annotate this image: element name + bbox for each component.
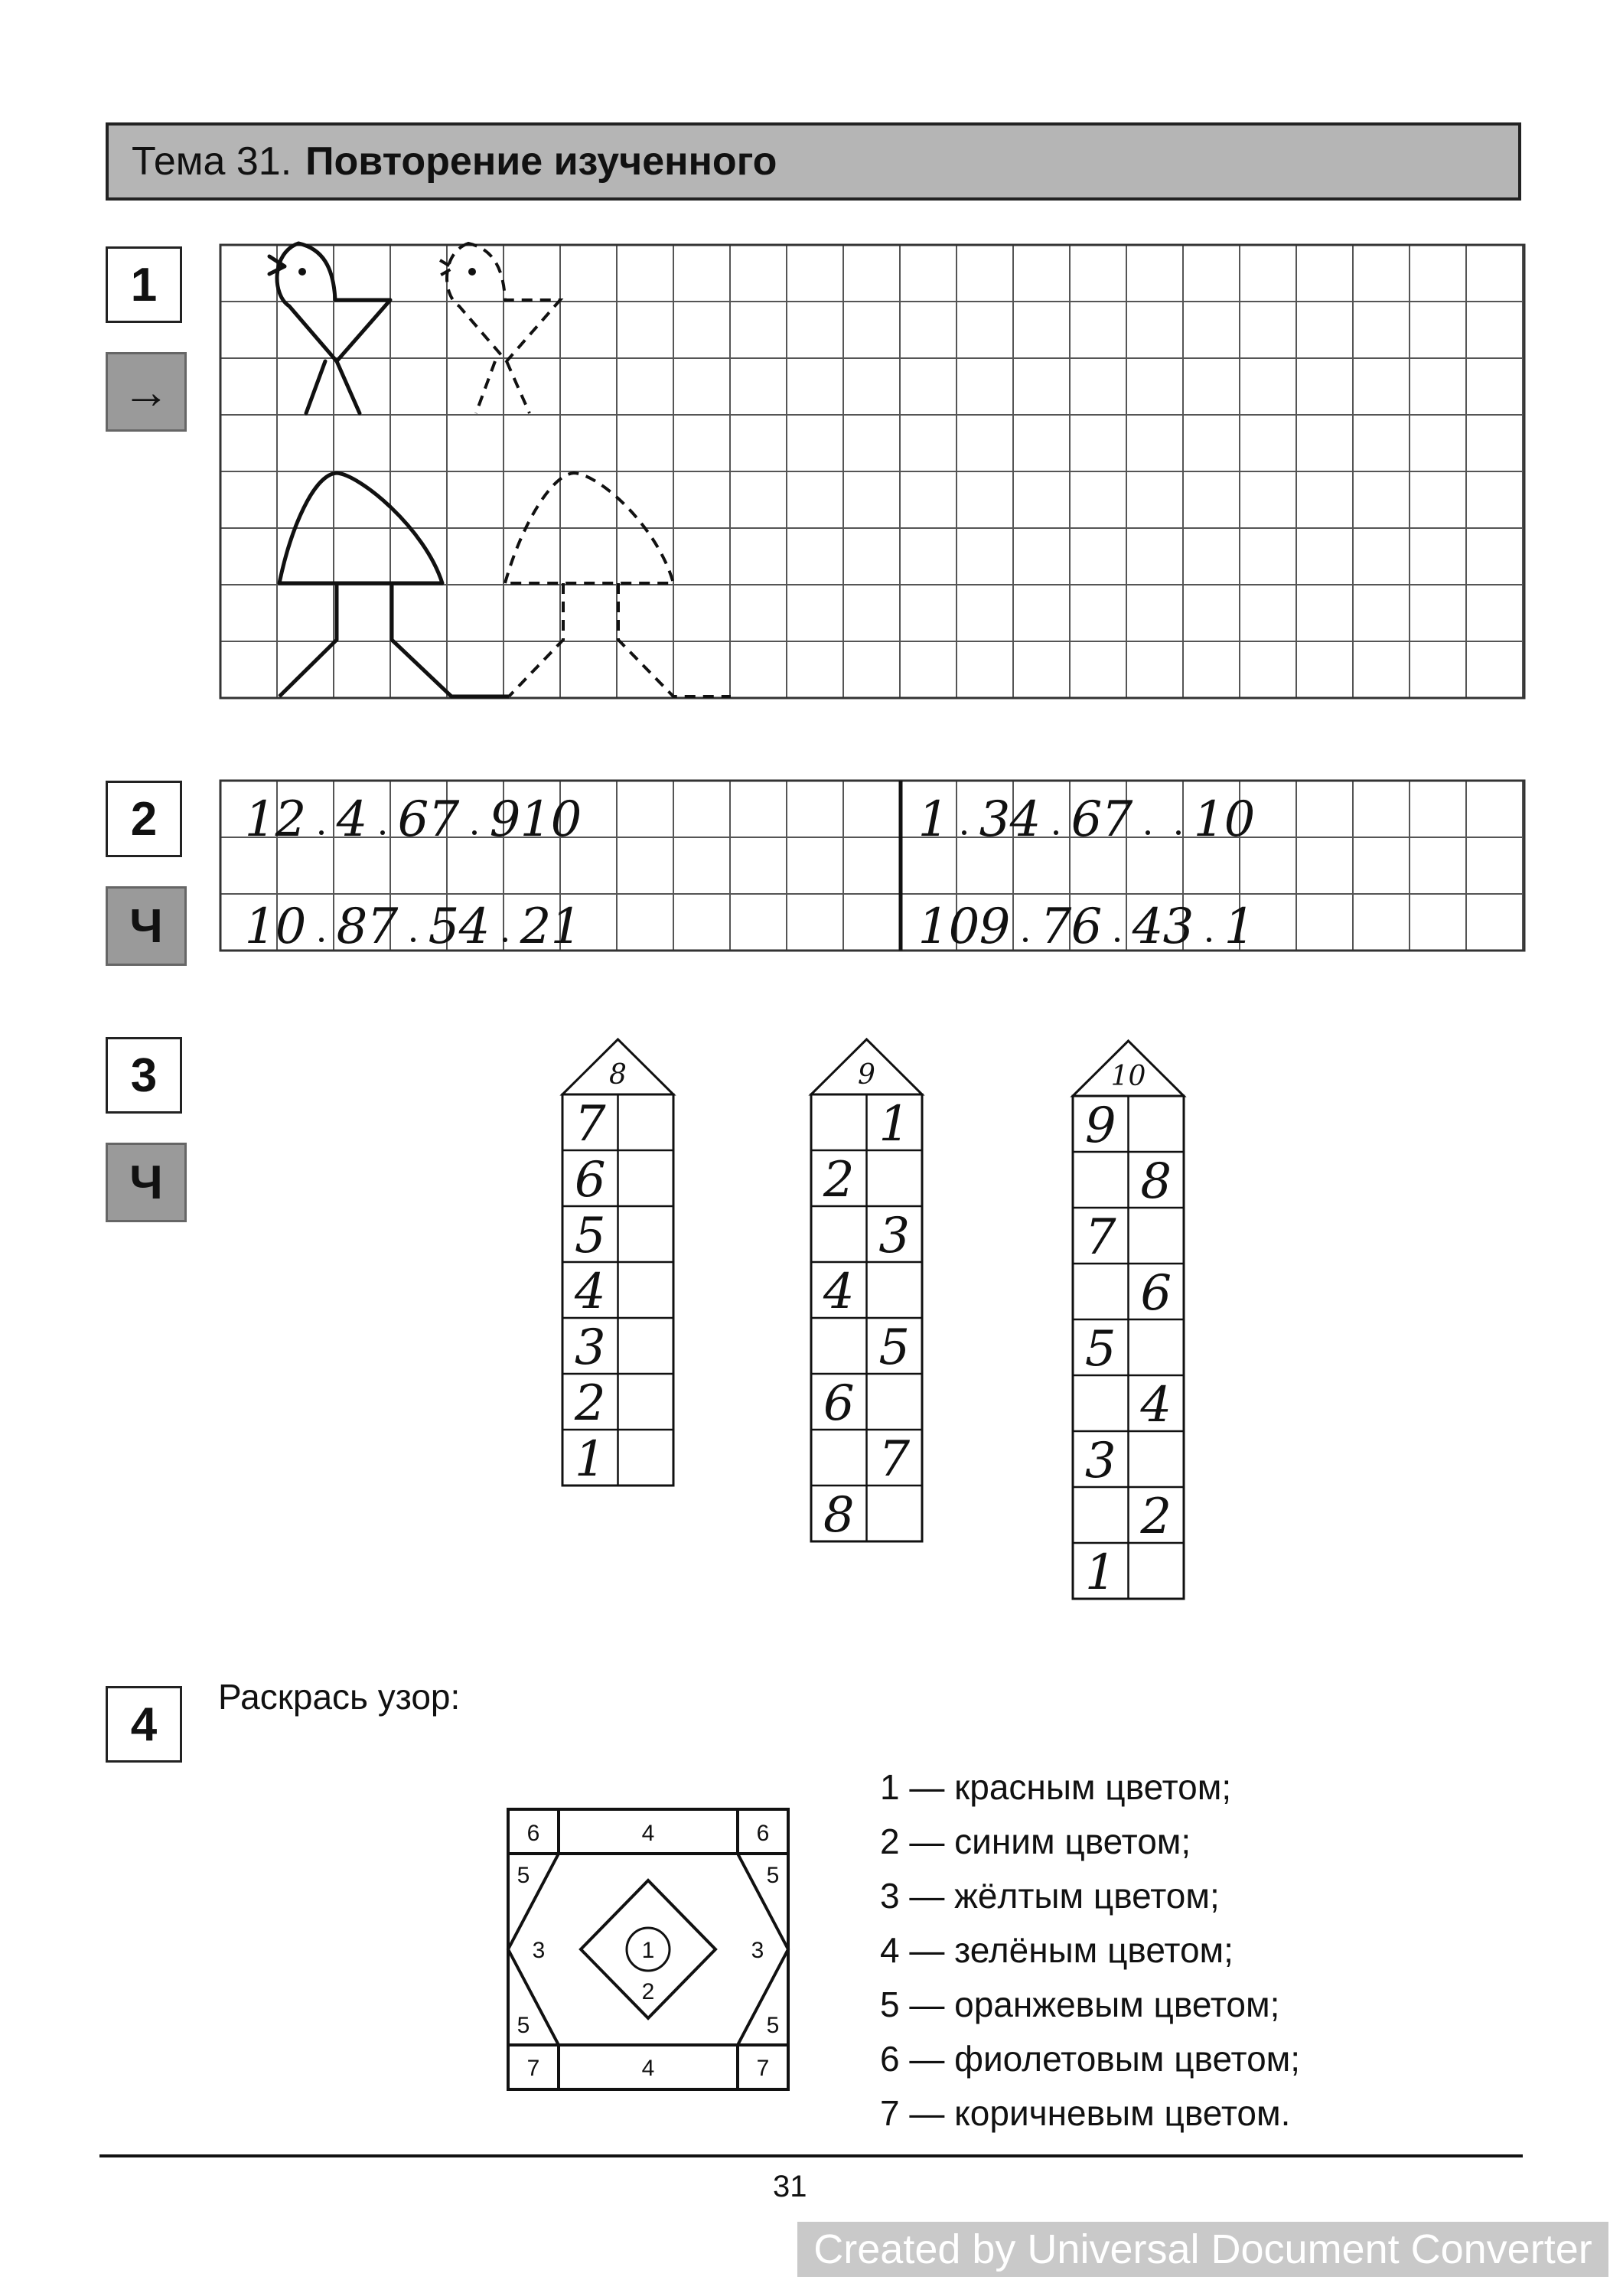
task-1-number: 1: [106, 246, 182, 323]
task-1-arrow-icon: →: [106, 352, 187, 432]
tower-cell-left: 7: [574, 1096, 606, 1153]
pattern-label-4-top: 4: [641, 1821, 655, 1846]
pattern-label-1: 1: [641, 1938, 655, 1963]
task-2-digit: 2: [520, 899, 552, 955]
tower-cell-left: 2: [823, 1152, 855, 1208]
tower-cell-left: 6: [823, 1375, 855, 1432]
legend-item: 5 — оранжевым цветом;: [880, 1985, 1280, 2024]
task-2-digit: 1: [917, 791, 950, 848]
footer-divider: [99, 2154, 1523, 2157]
number-tower[interactable]: [1073, 1041, 1184, 1601]
task-2-digit: 1: [244, 899, 276, 955]
pattern-label-6: 6: [526, 1821, 540, 1846]
tower-cell-right: 1: [878, 1096, 911, 1153]
task-2-digit: 1: [244, 791, 276, 848]
tower-cell-left: 4: [574, 1264, 606, 1320]
legend-item: 4 — зелёным цветом;: [880, 1930, 1234, 1970]
legend-item: 1 — красным цветом;: [880, 1767, 1232, 1807]
tower-cell-left: 3: [1084, 1433, 1116, 1489]
legend-item: 3 — жёлтым цветом;: [880, 1876, 1220, 1916]
task-2-digit: 3: [1162, 899, 1194, 955]
tower-cell-right: 5: [878, 1319, 911, 1376]
pattern-label-5: 5: [517, 1863, 530, 1888]
tower-cell-left: 4: [823, 1264, 855, 1320]
task-2-digit: 4: [458, 899, 490, 955]
pattern-label-5-bottom: 5: [517, 2013, 530, 2038]
task-3-number: 3: [106, 1037, 182, 1114]
task-4-number: 4: [106, 1686, 182, 1763]
task-2-digit: 6: [1071, 899, 1103, 955]
tower-roof-number: 9: [858, 1059, 875, 1091]
tower-cell-left: 5: [1084, 1321, 1116, 1378]
task-2-digit: 9: [979, 899, 1011, 955]
task-2-digit: 1: [917, 899, 950, 955]
legend-item: 2 — синим цветом;: [880, 1821, 1191, 1861]
pattern-label-6-right: 6: [756, 1821, 770, 1846]
pattern-label-7: 7: [526, 2056, 540, 2081]
tower-cell-right: 6: [1140, 1265, 1172, 1322]
task-2-number: 2: [106, 781, 182, 857]
legend-item: 7 — коричневым цветом.: [880, 2093, 1291, 2133]
pattern-label-5-bottom-right: 5: [766, 2013, 780, 2038]
tower-cell-right: 3: [878, 1208, 911, 1264]
tower-cell-right: 2: [1140, 1489, 1172, 1545]
pattern-label-3-right: 3: [751, 1938, 764, 1963]
tower-cell-right: 8: [1140, 1153, 1172, 1210]
task-4-instruction: Раскрась узор:: [218, 1677, 461, 1717]
pattern-label-4-bottom: 4: [641, 2056, 655, 2081]
task-2-digit: 4: [1009, 791, 1041, 848]
number-tower[interactable]: [811, 1039, 922, 1544]
task-2-digit: 1: [1193, 791, 1225, 848]
task-3-tag: Ч: [106, 1143, 187, 1222]
task-2-digit: 5: [428, 899, 460, 955]
pattern-label-7-right: 7: [756, 2056, 770, 2081]
task-2-digit: 0: [948, 899, 980, 955]
topic-label: Тема 31.: [132, 139, 292, 184]
pattern-label-2: 2: [641, 1979, 655, 2004]
pattern-label-3: 3: [532, 1938, 546, 1963]
tower-roof-number: 10: [1110, 1061, 1146, 1092]
task-2-digit: 6: [1071, 791, 1103, 848]
task-2-digit: 7: [367, 899, 399, 955]
task-2-digit: 1: [520, 791, 552, 848]
page-title: Повторение изученного: [305, 139, 777, 184]
tower-cell-left: 9: [1084, 1097, 1116, 1154]
task-2-digit: 2: [275, 791, 307, 848]
task-2-digit: 7: [1040, 899, 1072, 955]
task-2-digit: 0: [275, 899, 307, 955]
task-2-digit: 9: [489, 791, 521, 848]
tower-cell-left: 3: [574, 1319, 606, 1376]
tower-cell-right: 4: [1140, 1377, 1172, 1433]
task-2-digit: 0: [550, 791, 582, 848]
watermark: Created by Universal Document Converter: [797, 2222, 1608, 2277]
tower-cell-left: 8: [823, 1487, 855, 1544]
tower-cell-right: 7: [878, 1431, 911, 1488]
color-pattern[interactable]: [505, 1806, 796, 2097]
tower-cell-left: 1: [1084, 1544, 1116, 1601]
page-number: 31: [773, 2170, 807, 2203]
task-2-digit: 4: [1132, 899, 1164, 955]
legend-item: 6 — фиолетовым цветом;: [880, 2039, 1301, 2079]
task-2-digit: 8: [336, 899, 368, 955]
task-2-digit: 7: [1101, 791, 1133, 848]
tower-roof-number: 8: [609, 1059, 627, 1091]
tower-cell-left: 1: [574, 1431, 606, 1488]
task-2-digit: 6: [397, 791, 429, 848]
task-2-tag: Ч: [106, 886, 187, 966]
task-2-digit: 1: [1224, 899, 1256, 955]
task-2-digit: 3: [979, 791, 1011, 848]
task-2-digit: 7: [428, 791, 460, 848]
tower-cell-left: 5: [574, 1208, 606, 1264]
pattern-label-5-right: 5: [766, 1863, 780, 1888]
task-2-digit: 1: [550, 899, 582, 955]
number-tower[interactable]: [562, 1039, 673, 1488]
task-2-digit: 0: [1224, 791, 1256, 848]
tower-cell-left: 6: [574, 1152, 606, 1208]
color-legend: [880, 1760, 1300, 2141]
task-2-digit: 4: [336, 791, 368, 848]
tower-cell-left: 7: [1084, 1209, 1116, 1266]
tower-cell-left: 2: [574, 1375, 606, 1432]
